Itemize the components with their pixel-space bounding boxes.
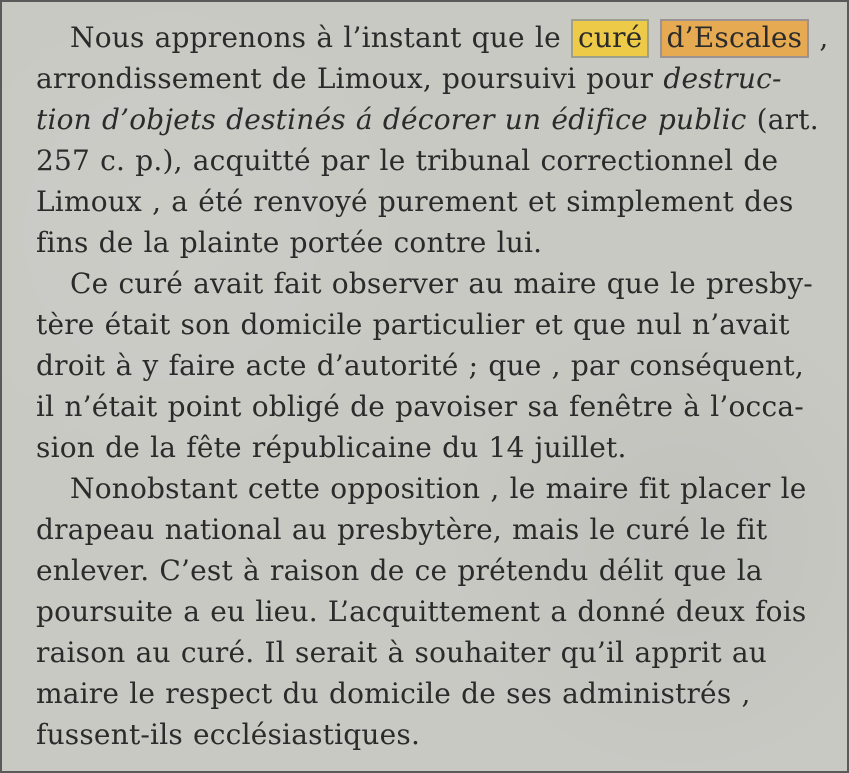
article-line-12: Nonobstant cette opposition , le maire fit placer le bbox=[70, 472, 807, 505]
line-1-before: Nous apprenons à l’instant que le bbox=[70, 21, 571, 54]
article-line-10: il n’était point obligé de pavoiser sa fenêtre à l’occa- bbox=[36, 390, 804, 423]
article-column bbox=[36, 17, 829, 755]
article-line-17: maire le respect du domicile de ses administrés , bbox=[36, 677, 751, 710]
article-line-13: drapeau national au presbytère, mais le curé le fit bbox=[36, 513, 768, 546]
article-line-9: droit à y faire acte d’autorité ; que , par conséquent, bbox=[36, 349, 804, 382]
article-line-16: raison au curé. Il serait à souhaiter qu’il apprit au bbox=[36, 636, 768, 669]
article-line-1 bbox=[36, 17, 829, 58]
highlight-escales: d’Escales bbox=[660, 19, 810, 58]
article-line-8: tère était son domicile particulier et que nul n’avait bbox=[36, 308, 790, 341]
line-1-after: , bbox=[809, 21, 829, 54]
article-line-6: fins de la plainte portée contre lui. bbox=[36, 226, 543, 259]
article-line-5: Limoux , a été renvoyé purement et simplement des bbox=[36, 185, 794, 218]
article-line-18: fussent-ils ecclésiastiques. bbox=[36, 718, 421, 751]
article-line-11: sion de la fête républicaine du 14 juillet. bbox=[36, 431, 627, 464]
line-3-after: (art. bbox=[746, 103, 819, 136]
line-1-middle bbox=[649, 21, 659, 54]
highlight-cure: curé bbox=[571, 19, 649, 58]
article-line-3 bbox=[36, 99, 819, 140]
article-line-15: poursuite a eu lieu. L’acquittement a donné deux fois bbox=[36, 595, 807, 628]
line-3-italic: tion d’objets destinés á décorer un édifice public bbox=[36, 103, 747, 136]
article-line-14: enlever. C’est à raison de ce prétendu délit que la bbox=[36, 554, 763, 587]
article-line-4: 257 c. p.), acquitté par le tribunal correctionnel de bbox=[36, 144, 779, 177]
line-2-before: arrondissement de Limoux, poursuivi pour bbox=[36, 62, 664, 95]
article-line-2 bbox=[36, 58, 810, 99]
article-line-7: Ce curé avait fait observer au maire que le presby- bbox=[70, 267, 813, 300]
line-2-italic: destruc- bbox=[663, 62, 782, 95]
